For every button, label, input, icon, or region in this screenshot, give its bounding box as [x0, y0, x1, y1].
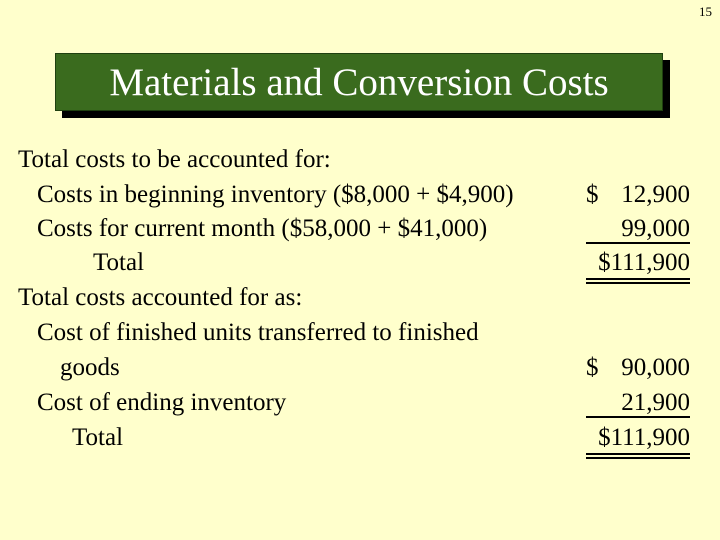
amount-value: 12,900: [621, 181, 690, 208]
amount-value: 21,900: [621, 389, 690, 416]
accounted-for-header: Total costs to be accounted for:: [18, 146, 331, 173]
slide-number: 15: [699, 4, 712, 19]
ending-inventory-amount: [586, 388, 690, 418]
current-month-label: Costs for current month ($58,000 + $41,000): [37, 215, 488, 242]
dollar-sign: $: [586, 354, 599, 381]
beginning-inventory-amount: [586, 180, 690, 210]
amount-value: $111,900: [598, 424, 690, 451]
total-amount-2: [586, 423, 690, 459]
amount-value: 99,000: [621, 215, 690, 242]
dollar-sign: $: [586, 181, 599, 208]
total-amount-1: [586, 248, 690, 284]
ending-inventory-label: Cost of ending inventory: [37, 389, 287, 416]
accounted-as-header: Total costs accounted for as:: [18, 284, 303, 311]
finished-units-amount: [586, 353, 690, 383]
total-label-1: Total: [93, 249, 145, 276]
beginning-inventory-label: Costs in beginning inventory ($8,000 + $4,900): [37, 181, 514, 208]
slide-title: Materials and Conversion Costs: [109, 60, 609, 104]
finished-units-label: Cost of finished units transferred to finished: [37, 319, 479, 346]
title-banner: [55, 53, 663, 111]
finished-goods-label: goods: [60, 354, 120, 381]
total-label-2: Total: [72, 424, 124, 451]
current-month-amount: [586, 214, 690, 244]
amount-value: $111,900: [598, 249, 690, 276]
amount-value: 90,000: [621, 354, 690, 381]
